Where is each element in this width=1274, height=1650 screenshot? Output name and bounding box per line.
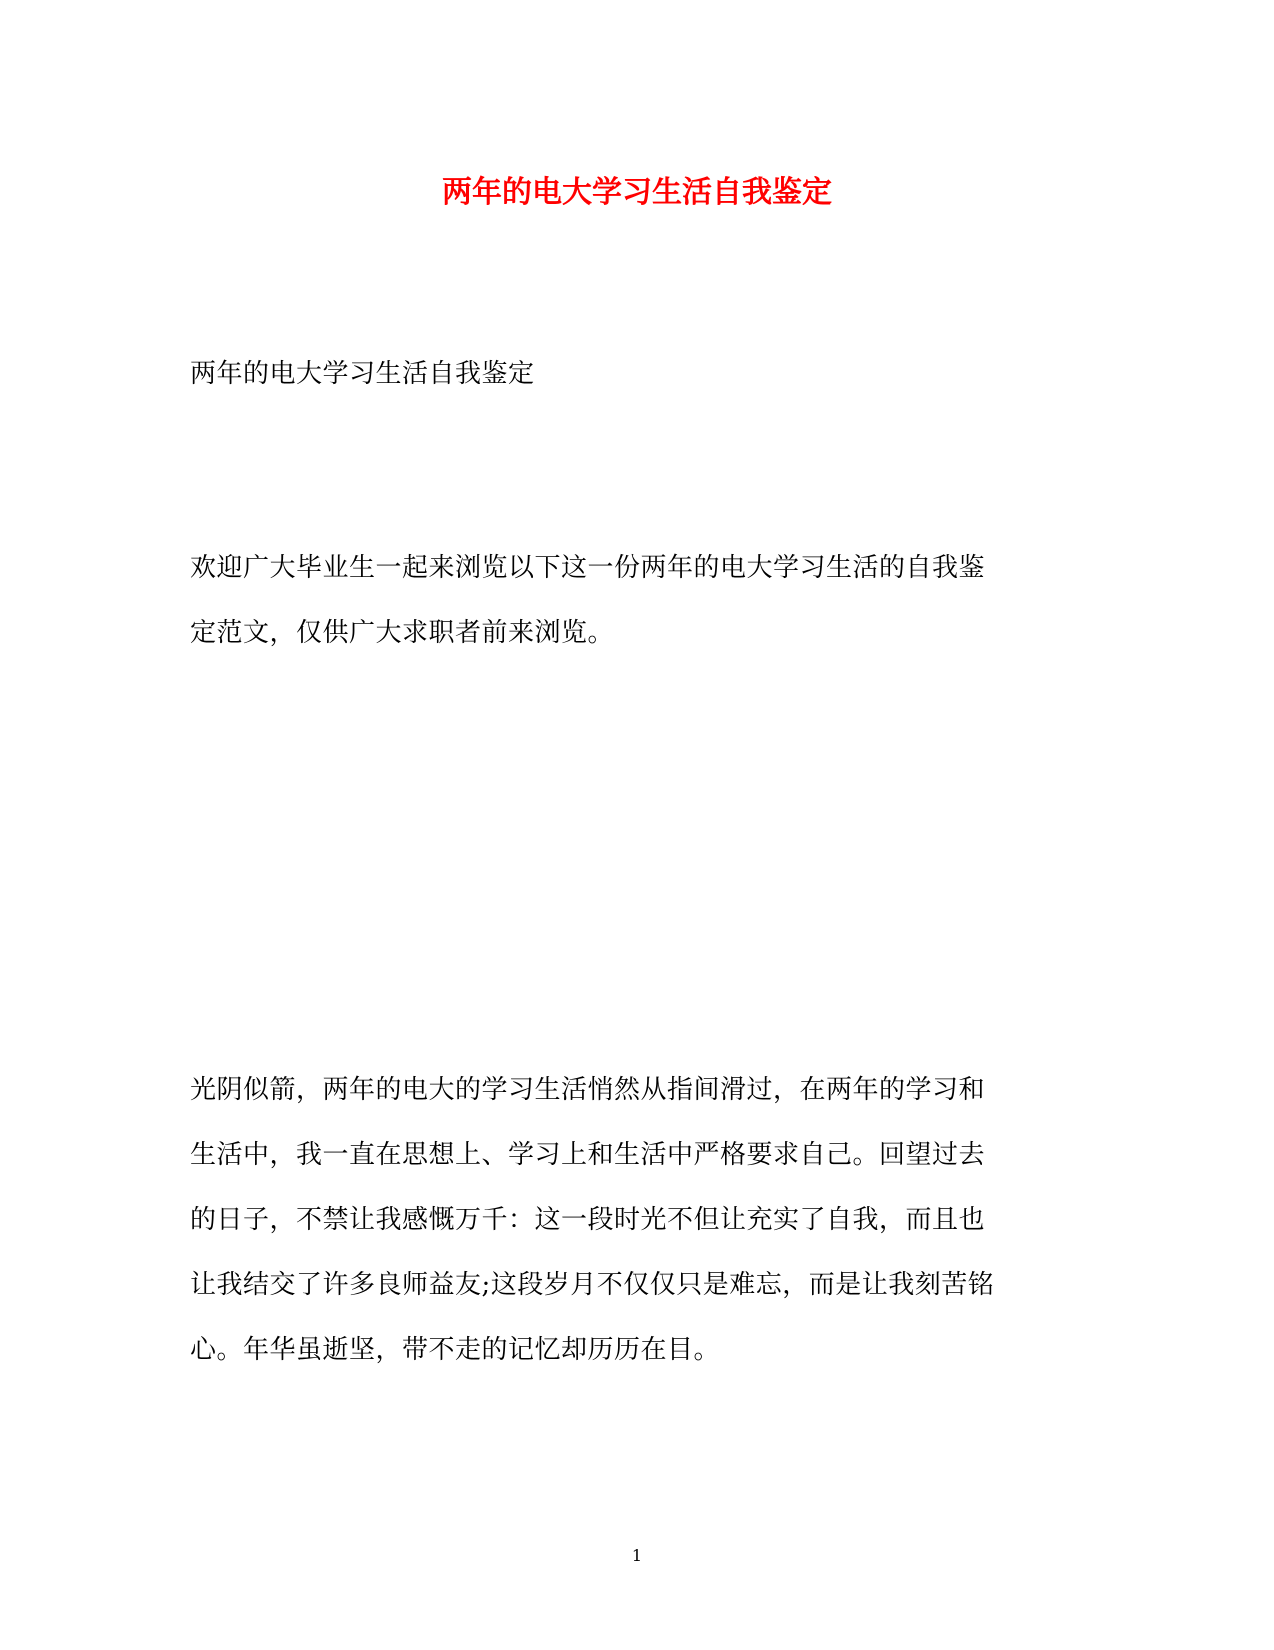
body-line: 光阴似箭，两年的电大的学习生活悄然从指间滑过，在两年的学习和 [190, 1075, 986, 1105]
document-title: 两年的电大学习生活自我鉴定 [442, 175, 832, 210]
intro-line: 欢迎广大毕业生一起来浏览以下这一份两年的电大学习生活的自我鉴 [190, 553, 986, 583]
subtitle-text: 两年的电大学习生活自我鉴定 [190, 359, 535, 389]
body-line: 的日子，不禁让我感慨万千：这一段时光不但让充实了自我，而且也 [190, 1205, 986, 1235]
body-line: 心。年华虽逝坚，带不走的记忆却历历在目。 [190, 1335, 721, 1365]
body-paragraph [190, 1058, 1090, 1383]
body-line: 让我结交了许多良师益友;这段岁月不仅仅只是难忘，而是让我刻苦铭 [190, 1270, 995, 1300]
document-subtitle [190, 342, 1090, 407]
page-number: 1 [631, 1546, 643, 1565]
body-line: 生活中，我一直在思想上、学习上和生活中严格要求自己。回望过去 [190, 1140, 986, 1170]
intro-paragraph [190, 536, 1090, 666]
intro-line: 定范文，仅供广大求职者前来浏览。 [190, 618, 615, 648]
